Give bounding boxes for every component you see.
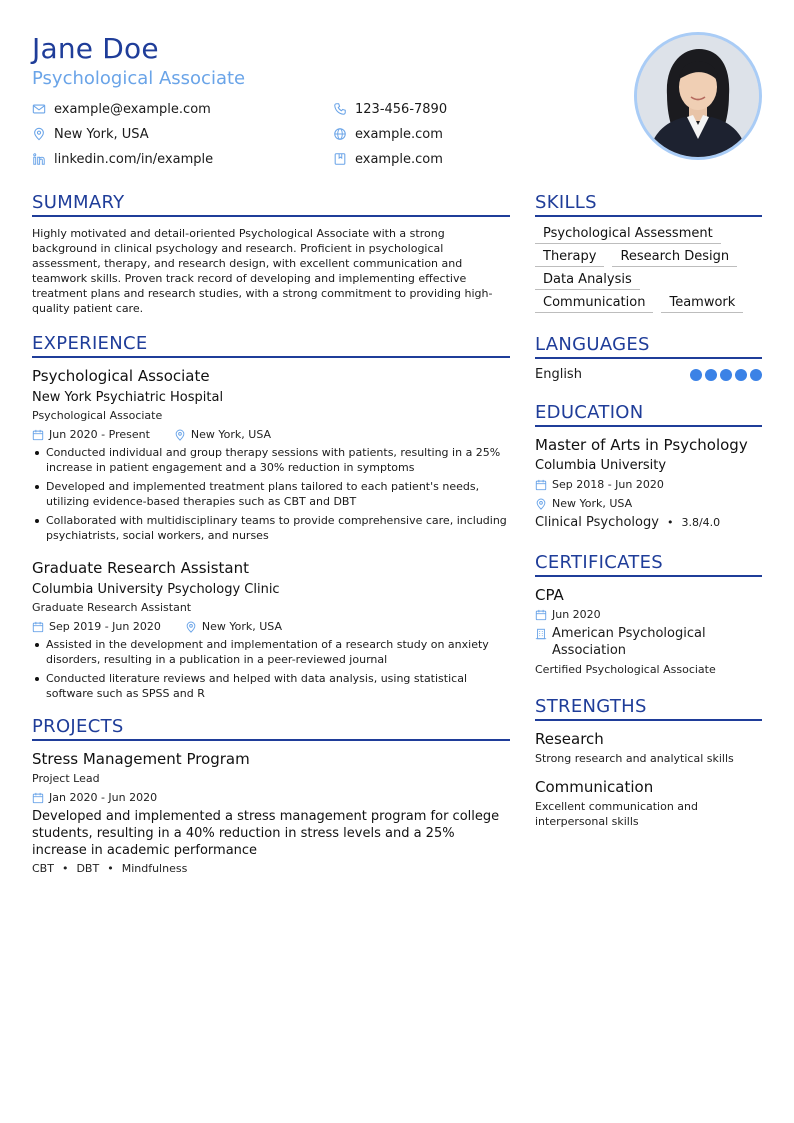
job-dates: Sep 2019 - Jun 2020	[49, 620, 161, 633]
left-column	[32, 192, 510, 877]
job-dates: Jun 2020 - Present	[49, 428, 150, 441]
certificate-issuer: American Psychological Association	[552, 626, 706, 658]
globe-icon	[333, 127, 347, 141]
resume-header	[32, 32, 762, 172]
education-location: New York, USA	[552, 497, 633, 510]
level-dot	[735, 369, 747, 381]
summary-heading: SUMMARY	[32, 192, 510, 217]
bookmark-icon	[333, 152, 347, 166]
profile-photo	[634, 32, 762, 160]
location-pin-icon	[185, 621, 197, 633]
job-location: New York, USA	[201, 620, 283, 633]
contact-website[interactable]	[333, 125, 443, 143]
calendar-icon	[535, 609, 547, 621]
project-tags	[32, 861, 510, 877]
certificate-description: Certified Psychological Associate	[535, 663, 716, 676]
education-field: Clinical Psychology	[535, 515, 659, 530]
job-company: New York Psychiatric Hospital	[32, 390, 224, 405]
location-pin-icon	[535, 498, 547, 510]
education-location-row	[535, 496, 762, 512]
certificate-issuer-row	[535, 625, 762, 659]
education-field-row	[535, 514, 762, 532]
language-name: English	[535, 367, 582, 382]
language-row	[535, 367, 762, 382]
job-meta	[32, 619, 510, 635]
phone-text: 123-456-7890	[355, 101, 448, 117]
language-level-dots	[687, 369, 762, 381]
project-role: Project Lead	[32, 772, 100, 785]
skill-tag: Data Analysis	[535, 271, 640, 290]
skill-tag: Therapy	[535, 248, 604, 267]
education-dates: Sep 2018 - Jun 2020	[552, 478, 664, 491]
education-dates-row	[535, 477, 762, 493]
list-item: Assisted in the development and implementation of a research study on anxiety disorders, resulting in a publication in a peer-reviewed journal	[32, 637, 510, 667]
skills-list	[535, 225, 762, 317]
certificates-heading: CERTIFICATES	[535, 552, 762, 577]
education-gpa: 3.8/4.0	[681, 516, 721, 529]
portfolio-text: example.com	[355, 151, 443, 167]
building-icon	[535, 628, 547, 640]
project-tag: CBT	[32, 862, 54, 875]
project-item	[32, 749, 510, 877]
strength-title: Communication	[535, 778, 654, 796]
education-school: Columbia University	[535, 458, 667, 473]
job-title: Graduate Research Assistant	[32, 559, 249, 577]
job-bullets	[32, 445, 510, 543]
level-dot	[705, 369, 717, 381]
languages-heading: LANGUAGES	[535, 334, 762, 359]
skill-tag: Communication	[535, 294, 653, 313]
certificate-date-row	[535, 607, 762, 623]
project-dates: Jan 2020 - Jun 2020	[49, 791, 158, 804]
project-tag: Mindfulness	[121, 862, 188, 875]
job-company: Columbia University Psychology Clinic	[32, 582, 280, 597]
project-meta	[32, 790, 510, 806]
summary-text: Highly motivated and detail-oriented Psychological Associate with a strong background in clinical psychology and research. Proficient in psychological assessment, therapy, and research design, with excellent communication and teamwork skills. Proven track record of developing and implementing effective treatment plans and research studies, with a strong commitment to providing high-quality patient care.	[32, 227, 493, 315]
project-title: Stress Management Program	[32, 750, 250, 768]
strength-item	[535, 729, 762, 766]
job-position: Graduate Research Assistant	[32, 601, 192, 614]
certificate-date: Jun 2020	[552, 608, 601, 621]
portrait-illustration	[637, 35, 759, 157]
list-item: Developed and implemented treatment plans tailored to each patient's needs, utilizing evidence-based therapies such as CBT and DBT	[32, 479, 510, 509]
skill-tag: Psychological Assessment	[535, 225, 721, 244]
level-dot	[690, 369, 702, 381]
website-text: example.com	[355, 126, 443, 142]
education-heading: EDUCATION	[535, 402, 762, 427]
calendar-icon	[32, 792, 44, 804]
strengths-heading: STRENGTHS	[535, 696, 762, 721]
location-pin-icon	[174, 429, 186, 441]
level-dot	[720, 369, 732, 381]
strength-description: Excellent communication and interpersonal skills	[535, 800, 699, 828]
contact-location	[32, 125, 149, 143]
contact-portfolio[interactable]	[333, 150, 443, 168]
strength-title: Research	[535, 730, 604, 748]
job-title: Psychological Associate	[32, 367, 210, 385]
mail-icon	[32, 102, 46, 116]
experience-heading: EXPERIENCE	[32, 333, 510, 358]
list-item: Collaborated with multidisciplinary teams to provide comprehensive care, including psychiatrists, social workers, and nurses	[32, 513, 510, 543]
skill-tag: Teamwork	[661, 294, 743, 313]
strength-item	[535, 777, 762, 829]
experience-item	[32, 558, 510, 701]
linkedin-icon	[32, 152, 46, 166]
phone-icon	[333, 102, 347, 116]
calendar-icon	[32, 621, 44, 633]
contact-email[interactable]	[32, 100, 211, 118]
location-pin-icon	[32, 127, 46, 141]
separator-dot: •	[61, 862, 69, 875]
right-column	[535, 192, 762, 829]
job-bullets	[32, 637, 510, 701]
list-item: Conducted literature reviews and helped with data analysis, using statistical software such as SPSS and R	[32, 671, 510, 701]
project-tag: DBT	[76, 862, 100, 875]
experience-item	[32, 366, 510, 543]
job-location: New York, USA	[190, 428, 272, 441]
contact-linkedin[interactable]	[32, 150, 213, 168]
candidate-role: Psychological Associate	[32, 68, 246, 89]
linkedin-text: linkedin.com/in/example	[54, 151, 214, 167]
job-meta	[32, 427, 510, 443]
education-degree: Master of Arts in Psychology	[535, 436, 748, 454]
project-description: Developed and implemented a stress management program for college students, resulting in a 40% reduction in stress levels and a 25% increase in academic performance	[32, 809, 500, 858]
skills-heading: SKILLS	[535, 192, 762, 217]
projects-heading: PROJECTS	[32, 716, 510, 741]
separator-dot: •	[666, 516, 674, 529]
separator-dot: •	[107, 862, 114, 875]
job-position: Psychological Associate	[32, 409, 163, 422]
location-text: New York, USA	[54, 126, 149, 142]
skill-tag: Research Design	[612, 248, 737, 267]
list-item: Conducted individual and group therapy sessions with patients, resulting in a 25% increase in patient engagement and a 30% reduction in symptoms	[32, 445, 510, 475]
calendar-icon	[32, 429, 44, 441]
candidate-name: Jane Doe	[32, 32, 159, 65]
contact-phone[interactable]	[333, 100, 447, 118]
certificate-name: CPA	[535, 586, 564, 604]
calendar-icon	[535, 479, 547, 491]
email-text: example@example.com	[54, 101, 211, 117]
level-dot	[750, 369, 762, 381]
strength-description: Strong research and analytical skills	[535, 752, 734, 765]
